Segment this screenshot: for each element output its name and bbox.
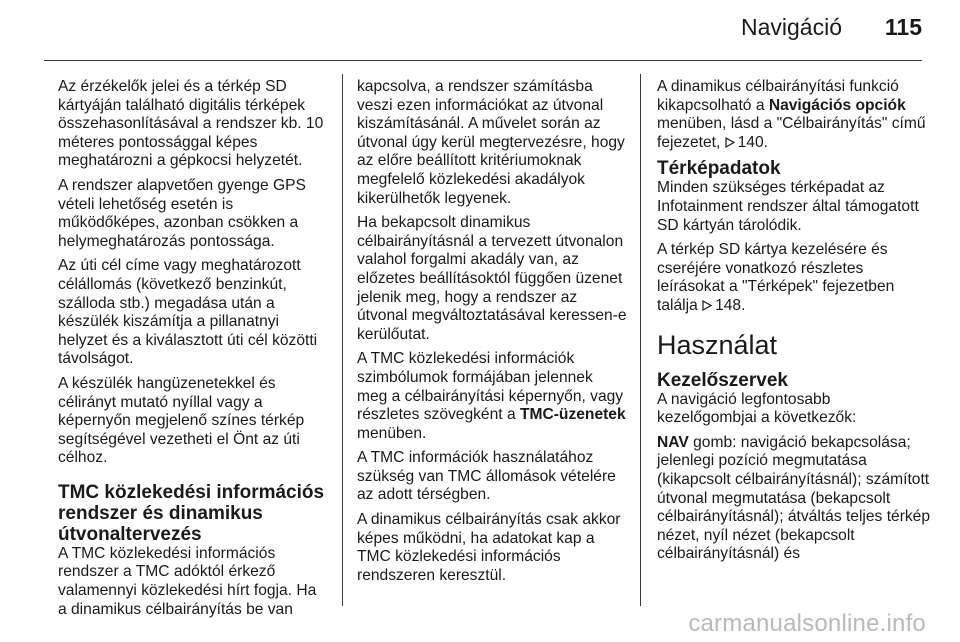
text-column-3: [657, 78, 932, 570]
paragraph: A dinamikus célbairányítási funkció kikapcsolható a Navigációs opciók menüben, lásd a "Célbairányítás" című fejezetet, 140.: [657, 78, 926, 151]
page-reference: 140.: [737, 133, 768, 151]
page-title: Navigáció: [741, 14, 842, 40]
paragraph: A navigáció legfontosabb kezelőgombjai a következők:: [657, 390, 857, 427]
menu-reference-tmc: TMC-üzenetek: [519, 406, 626, 424]
paragraph: Az úti cél címe vagy meghatározott célállomás (következő benzinkút, szálloda stb.) megadása után a készülék kiszámítja a pillanatnyi helyzet és a kiválasztott úti cél közötti távolságot.: [58, 257, 318, 368]
section-heading-controls: Kezelőszervek: [657, 369, 788, 391]
page-reference: 148.: [715, 296, 746, 314]
chapter-heading-usage: Használat: [657, 329, 778, 360]
column-divider-2: [640, 74, 641, 606]
header-divider: [44, 60, 922, 61]
button-label-nav: NAV: [657, 433, 689, 451]
section-heading-map-data: Térképadatok: [657, 158, 781, 180]
menu-reference-nav-options: Navigációs opciók: [768, 96, 906, 114]
page-number: 115: [884, 14, 922, 40]
paragraph: A TMC közlekedési információs rendszer a TMC adóktól érkező valamennyi közlekedési hírt fogja. Ha a dinamikus célbairányítás be van: [58, 544, 317, 618]
paragraph: Ha bekapcsolt dinamikus célbairányításnál a tervezett útvonalon valahol forgalmi akadály van, az előzetes beállításoktól függően üzenet jelenik meg, hogy a rendszer az útvonal megváltoztatásával keressen-e kerülőutat.: [357, 214, 627, 343]
text-column-1: [58, 78, 328, 625]
paragraph: A térkép SD kártya kezelésére és cseréjére vonatkozó részletes leírásokat a "Térképek" fejezetben találja 148.: [657, 241, 895, 314]
paragraph: A dinamikus célbairányítás csak akkor képes működni, ha adatokat kap a TMC közlekedési információs rendszeren keresztül.: [357, 511, 621, 584]
paragraph: A TMC információk használatához szükség van TMC állomások vételére az adott térségben.: [357, 449, 616, 504]
paragraph: A készülék hangüzenetekkel és célirányt mutató nyíllal vagy a képernyőn megjelenő színes térkép segítségével vezetheti el Önt az úti célhoz.: [58, 374, 305, 467]
column-divider-1: [342, 74, 343, 606]
paragraph: A TMC közlekedési információk szimbólumok formájában jelennek meg a célbairányítási képernyőn, vagy részletes szövegként a TMC-üzenetek menüben.: [357, 350, 626, 442]
page-header: [0, 0, 960, 62]
paragraph: A rendszer alapvetően gyenge GPS vételi lehetőség esetén is működőképes, azonban csökken a helymeghatározás pontossága.: [58, 176, 306, 250]
text-column-2: [357, 78, 627, 591]
section-heading-tmc: TMC közlekedési információs rendszer és dinamikus útvonaltervezés: [58, 481, 325, 545]
triangle-reference-icon: [725, 137, 735, 148]
triangle-reference-icon: [702, 300, 712, 311]
paragraph: kapcsolva, a rendszer számításba veszi ezen információkat az útvonal kiszámításánál. A művelet során az útvonal úgy kerül megtervezésre, hogy az előre beállított kritériumoknak megfelelő közlekedési akadályok kikerülhetők legyenek.: [357, 78, 625, 207]
paragraph: Minden szükséges térképadat az Infotainment rendszer által támogatott SD kártyán tárolódik.: [657, 179, 919, 234]
paragraph: NAV gomb: navigáció bekapcsolása; jelenlegi pozíció megmutatása (kikapcsolt célbairányításnál); számított útvonal megmutatása (bekapcsolt célbairányításnál); átváltás teljes térkép nézet, nyíl nézet (bekapcsolt célbairányításnál) és: [657, 433, 931, 563]
paragraph: Az érzékelők jelei és a térkép SD kártyáján található digitális térképek összehasonlításával a rendszer kb. 10 méteres pontossággal képes meghatározni a gépkocsi helyzetét.: [58, 78, 324, 170]
watermark: carmanualsonline.info: [688, 610, 926, 637]
